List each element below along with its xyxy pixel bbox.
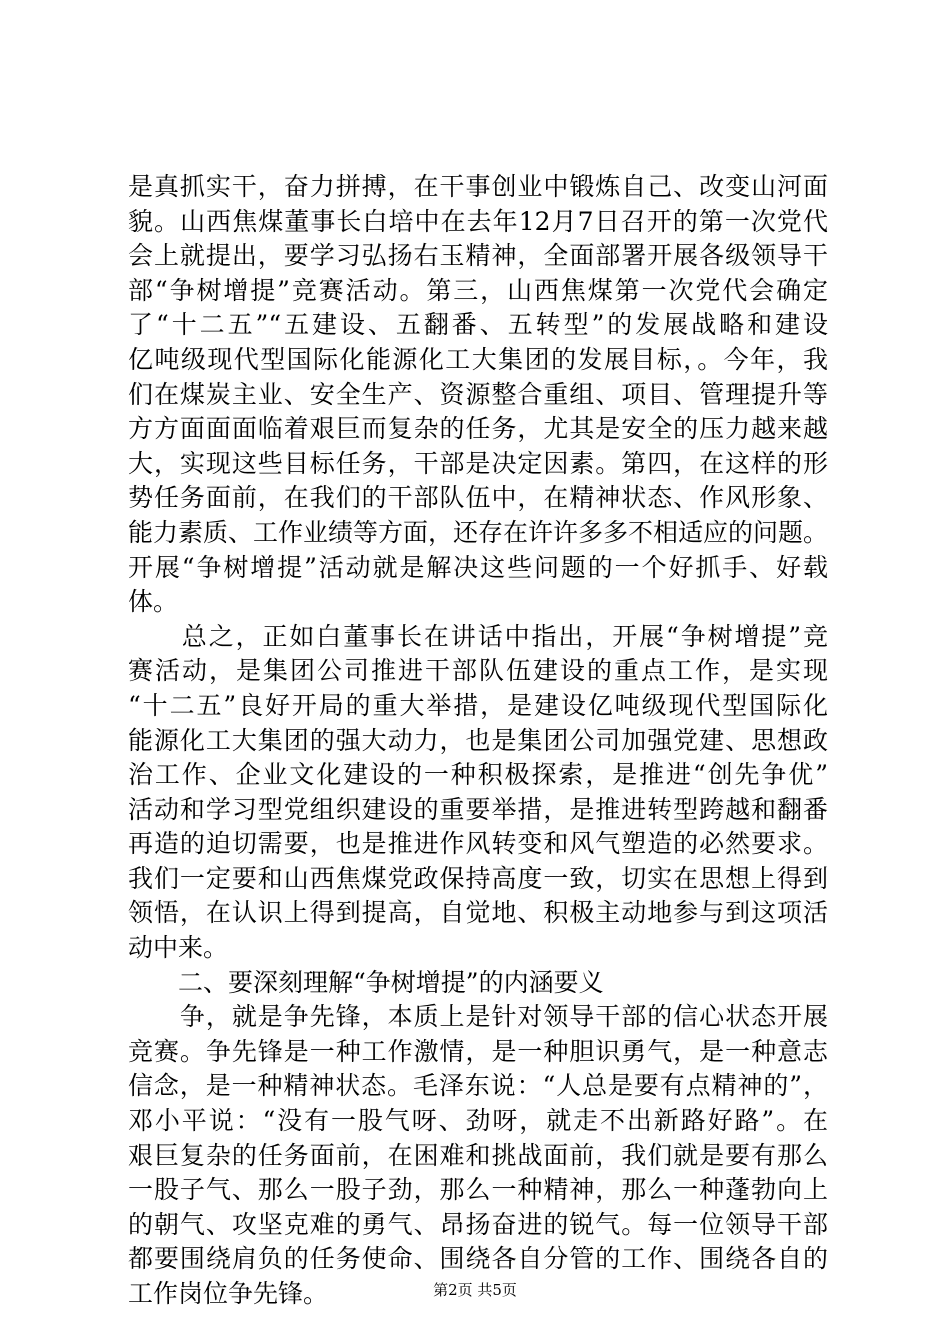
text-line: 貌。山西焦煤董事长白培中在去年12月7日召开的第一次党代 [128, 206, 828, 236]
text-line: 了“十二五”“五建设、五翻番、五转型”的发展战略和建设 [128, 310, 828, 340]
text-line: 的朝气、攻坚克难的勇气、昂扬奋进的锐气。每一位领导干部 [128, 1209, 828, 1239]
section-heading: 二、要深刻理解“争树增提”的内涵要义 [128, 967, 604, 997]
text-line: 能源化工大集团的强大动力，也是集团公司加强党建、思想政 [128, 725, 828, 755]
text-line: 体。 [128, 587, 179, 617]
body-text [128, 170, 828, 1312]
text-line: 工作岗位争先锋。 [128, 1279, 329, 1308]
text-line: 活动和学习型党组织建设的重要举措，是推进转型跨越和翻番 [128, 794, 828, 824]
text-line: 艰巨复杂的任务面前，在困难和挑战面前，我们就是要有那么 [128, 1140, 828, 1170]
text-line: 领悟，在认识上得到提高，自觉地、积极主动地参与到这项活 [128, 898, 828, 928]
text-line: 方方面面面临着艰巨而复杂的任务，尤其是安全的压力越来越 [128, 414, 828, 444]
text-line: 能力素质、工作业绩等方面，还存在许许多多不相适应的问题。 [128, 517, 829, 547]
text-line: 总之，正如白董事长在讲话中指出，开展“争树增提”竞 [128, 621, 828, 651]
text-line: 势任务面前，在我们的干部队伍中，在精神状态、作风形象、 [128, 483, 828, 513]
text-line: 动中来。 [128, 933, 229, 963]
text-line: 会上就提出，要学习弘扬右玉精神，全面部署开展各级领导干 [128, 241, 828, 271]
text-line: 部“争树增提”竞赛活动。第三，山西焦煤第一次党代会确定 [128, 275, 828, 305]
text-line: 是真抓实干，奋力拼搏，在干事创业中锻炼自己、改变山河面 [128, 172, 828, 201]
text-line: 治工作、企业文化建设的一种积极探索，是推进“创先争优” [128, 760, 828, 790]
text-line: 大，实现这些目标任务，干部是决定因素。第四，在这样的形 [128, 448, 828, 478]
text-line: 赛活动，是集团公司推进干部队伍建设的重点工作，是实现 [128, 656, 828, 686]
text-line: 们在煤炭主业、安全生产、资源整合重组、项目、管理提升等 [128, 379, 828, 409]
text-line: 都要围绕肩负的任务使命、围绕各自分管的工作、围绕各自的 [128, 1244, 828, 1274]
text-line: 一股子气、那么一股子劲，那么一种精神，那么一种蓬勃向上 [128, 1175, 828, 1205]
page-number: 第2页 共5页 [433, 1281, 517, 1299]
text-line: 争，就是争先锋，本质上是针对领导干部的信心状态开展 [128, 1002, 828, 1032]
text-line: 我们一定要和山西焦煤党政保持高度一致，切实在思想上得到 [128, 863, 828, 893]
text-line: “十二五”良好开局的重大举措，是建设亿吨级现代型国际化 [128, 690, 828, 720]
text-line: 再造的迫切需要，也是推进作风转变和风气塑造的必然要求。 [128, 829, 828, 859]
text-line: 竞赛。争先锋是一种工作激情，是一种胆识勇气，是一种意志 [128, 1036, 828, 1066]
text-line: 邓小平说：“没有一股气呀、劲呀，就走不出新路好路”。在 [128, 1106, 828, 1136]
text-line: 亿吨级现代型国际化能源化工大集团的发展目标，。今年，我 [128, 344, 828, 374]
text-line: 开展“争树增提”活动就是解决这些问题的一个好抓手、好载 [128, 552, 828, 582]
text-line: 信念，是一种精神状态。毛泽东说：“人总是要有点精神的”， [128, 1071, 828, 1101]
